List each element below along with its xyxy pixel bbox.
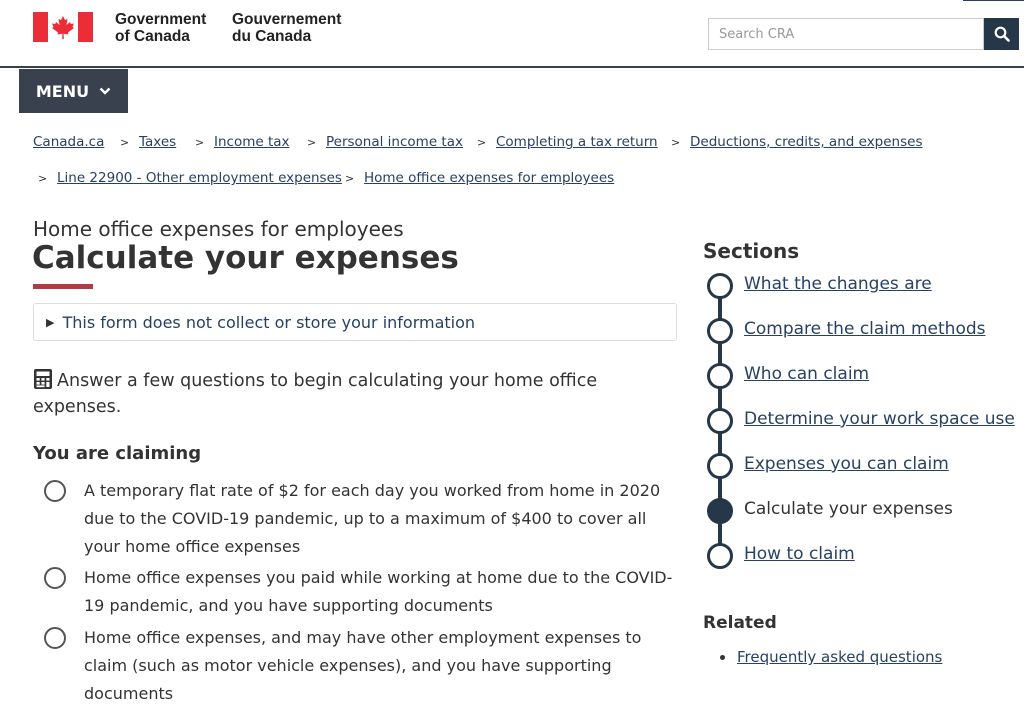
calculator-icon	[33, 368, 53, 390]
signature-line: Gouvernement	[232, 11, 342, 28]
intro-text: Answer a few questions to begin calculating your home office expenses.	[33, 371, 598, 417]
canada-flag-icon	[33, 12, 93, 42]
breadcrumb-link-personal-income-tax[interactable]: Personal income tax	[326, 134, 463, 150]
step-marker	[707, 363, 733, 389]
details-disclosure[interactable]	[33, 303, 677, 341]
details-summary-label: This form does not collect or store your information	[62, 313, 476, 332]
menu-label: MENU	[35, 81, 90, 101]
breadcrumb-separator: >	[38, 172, 48, 185]
triangle-right-icon: ▶	[46, 316, 55, 329]
site-header	[0, 0, 1024, 68]
section-link[interactable]: Who can claim	[744, 364, 870, 384]
breadcrumb-separator: >	[345, 172, 355, 185]
breadcrumb-link-taxes[interactable]: Taxes	[139, 134, 177, 150]
breadcrumb-separator: >	[120, 136, 130, 149]
claim-option-label[interactable]: A temporary flat rate of $2 for each day you worked from home in 2020 due to the COVID-19 pandemic, up to a maximum of $400 to cover all your home office expenses	[84, 481, 661, 556]
signature-english	[115, 11, 206, 45]
related-heading: Related	[703, 613, 777, 633]
bullet	[720, 655, 725, 660]
search-input[interactable]	[708, 18, 984, 50]
title-underline	[33, 284, 93, 289]
intro-paragraph	[33, 368, 673, 420]
details-summary[interactable]	[46, 313, 475, 332]
radio-button[interactable]	[44, 567, 66, 589]
breadcrumb-link-income-tax[interactable]: Income tax	[214, 134, 290, 150]
section-link[interactable]: Determine your work space use	[744, 409, 1015, 429]
signature-line: of Canada	[115, 28, 190, 45]
breadcrumb-link-completing-tax-return[interactable]: Completing a tax return	[496, 134, 658, 150]
search-icon	[994, 26, 1010, 42]
language-toggle-link[interactable]	[963, 0, 1024, 2]
step-marker	[707, 318, 733, 344]
step-marker	[707, 408, 733, 434]
signature-line: du Canada	[232, 28, 312, 45]
sections-heading: Sections	[703, 239, 800, 263]
breadcrumb-separator: >	[671, 136, 681, 149]
signature-line: Government	[115, 11, 207, 28]
section-link[interactable]: How to claim	[744, 544, 855, 564]
step-marker-current	[707, 498, 733, 524]
breadcrumb-separator: >	[307, 136, 317, 149]
section-link[interactable]: Expenses you can claim	[744, 454, 949, 474]
breadcrumb-link-home-office[interactable]: Home office expenses for employees	[364, 170, 615, 186]
page-subtitle: Home office expenses for employees	[33, 217, 404, 241]
related-link-faq[interactable]: Frequently asked questions	[737, 648, 943, 666]
section-current-label: Calculate your expenses	[744, 499, 953, 519]
breadcrumb-separator: >	[195, 136, 205, 149]
page-title: Calculate your expenses	[32, 240, 459, 276]
claim-question-heading: You are claiming	[33, 443, 202, 464]
section-link[interactable]: What the changes are	[744, 274, 932, 294]
signature-french	[232, 11, 341, 45]
related-list-item	[720, 648, 942, 666]
breadcrumb-link-canada[interactable]: Canada.ca	[33, 134, 105, 150]
step-marker	[707, 543, 733, 569]
breadcrumb-separator: >	[477, 136, 487, 149]
section-link[interactable]: Compare the claim methods	[744, 319, 986, 339]
breadcrumb-link-deductions[interactable]: Deductions, credits, and expenses	[690, 134, 923, 150]
breadcrumb-link-line-22900[interactable]: Line 22900 - Other employment expenses	[57, 170, 342, 186]
radio-button[interactable]	[44, 627, 66, 649]
chevron-down-icon	[99, 87, 111, 95]
step-marker	[707, 273, 733, 299]
menu-button[interactable]	[19, 69, 128, 113]
radio-button[interactable]	[44, 480, 66, 502]
step-marker	[707, 453, 733, 479]
claim-option-label[interactable]: Home office expenses, and may have other employment expenses to claim (such as motor vehicle expenses), and you have supporting documents	[84, 628, 642, 703]
claim-option-label[interactable]: Home office expenses you paid while working at home due to the COVID-19 pandemic, and you have supporting documents	[84, 568, 673, 615]
search-button[interactable]	[984, 18, 1019, 50]
